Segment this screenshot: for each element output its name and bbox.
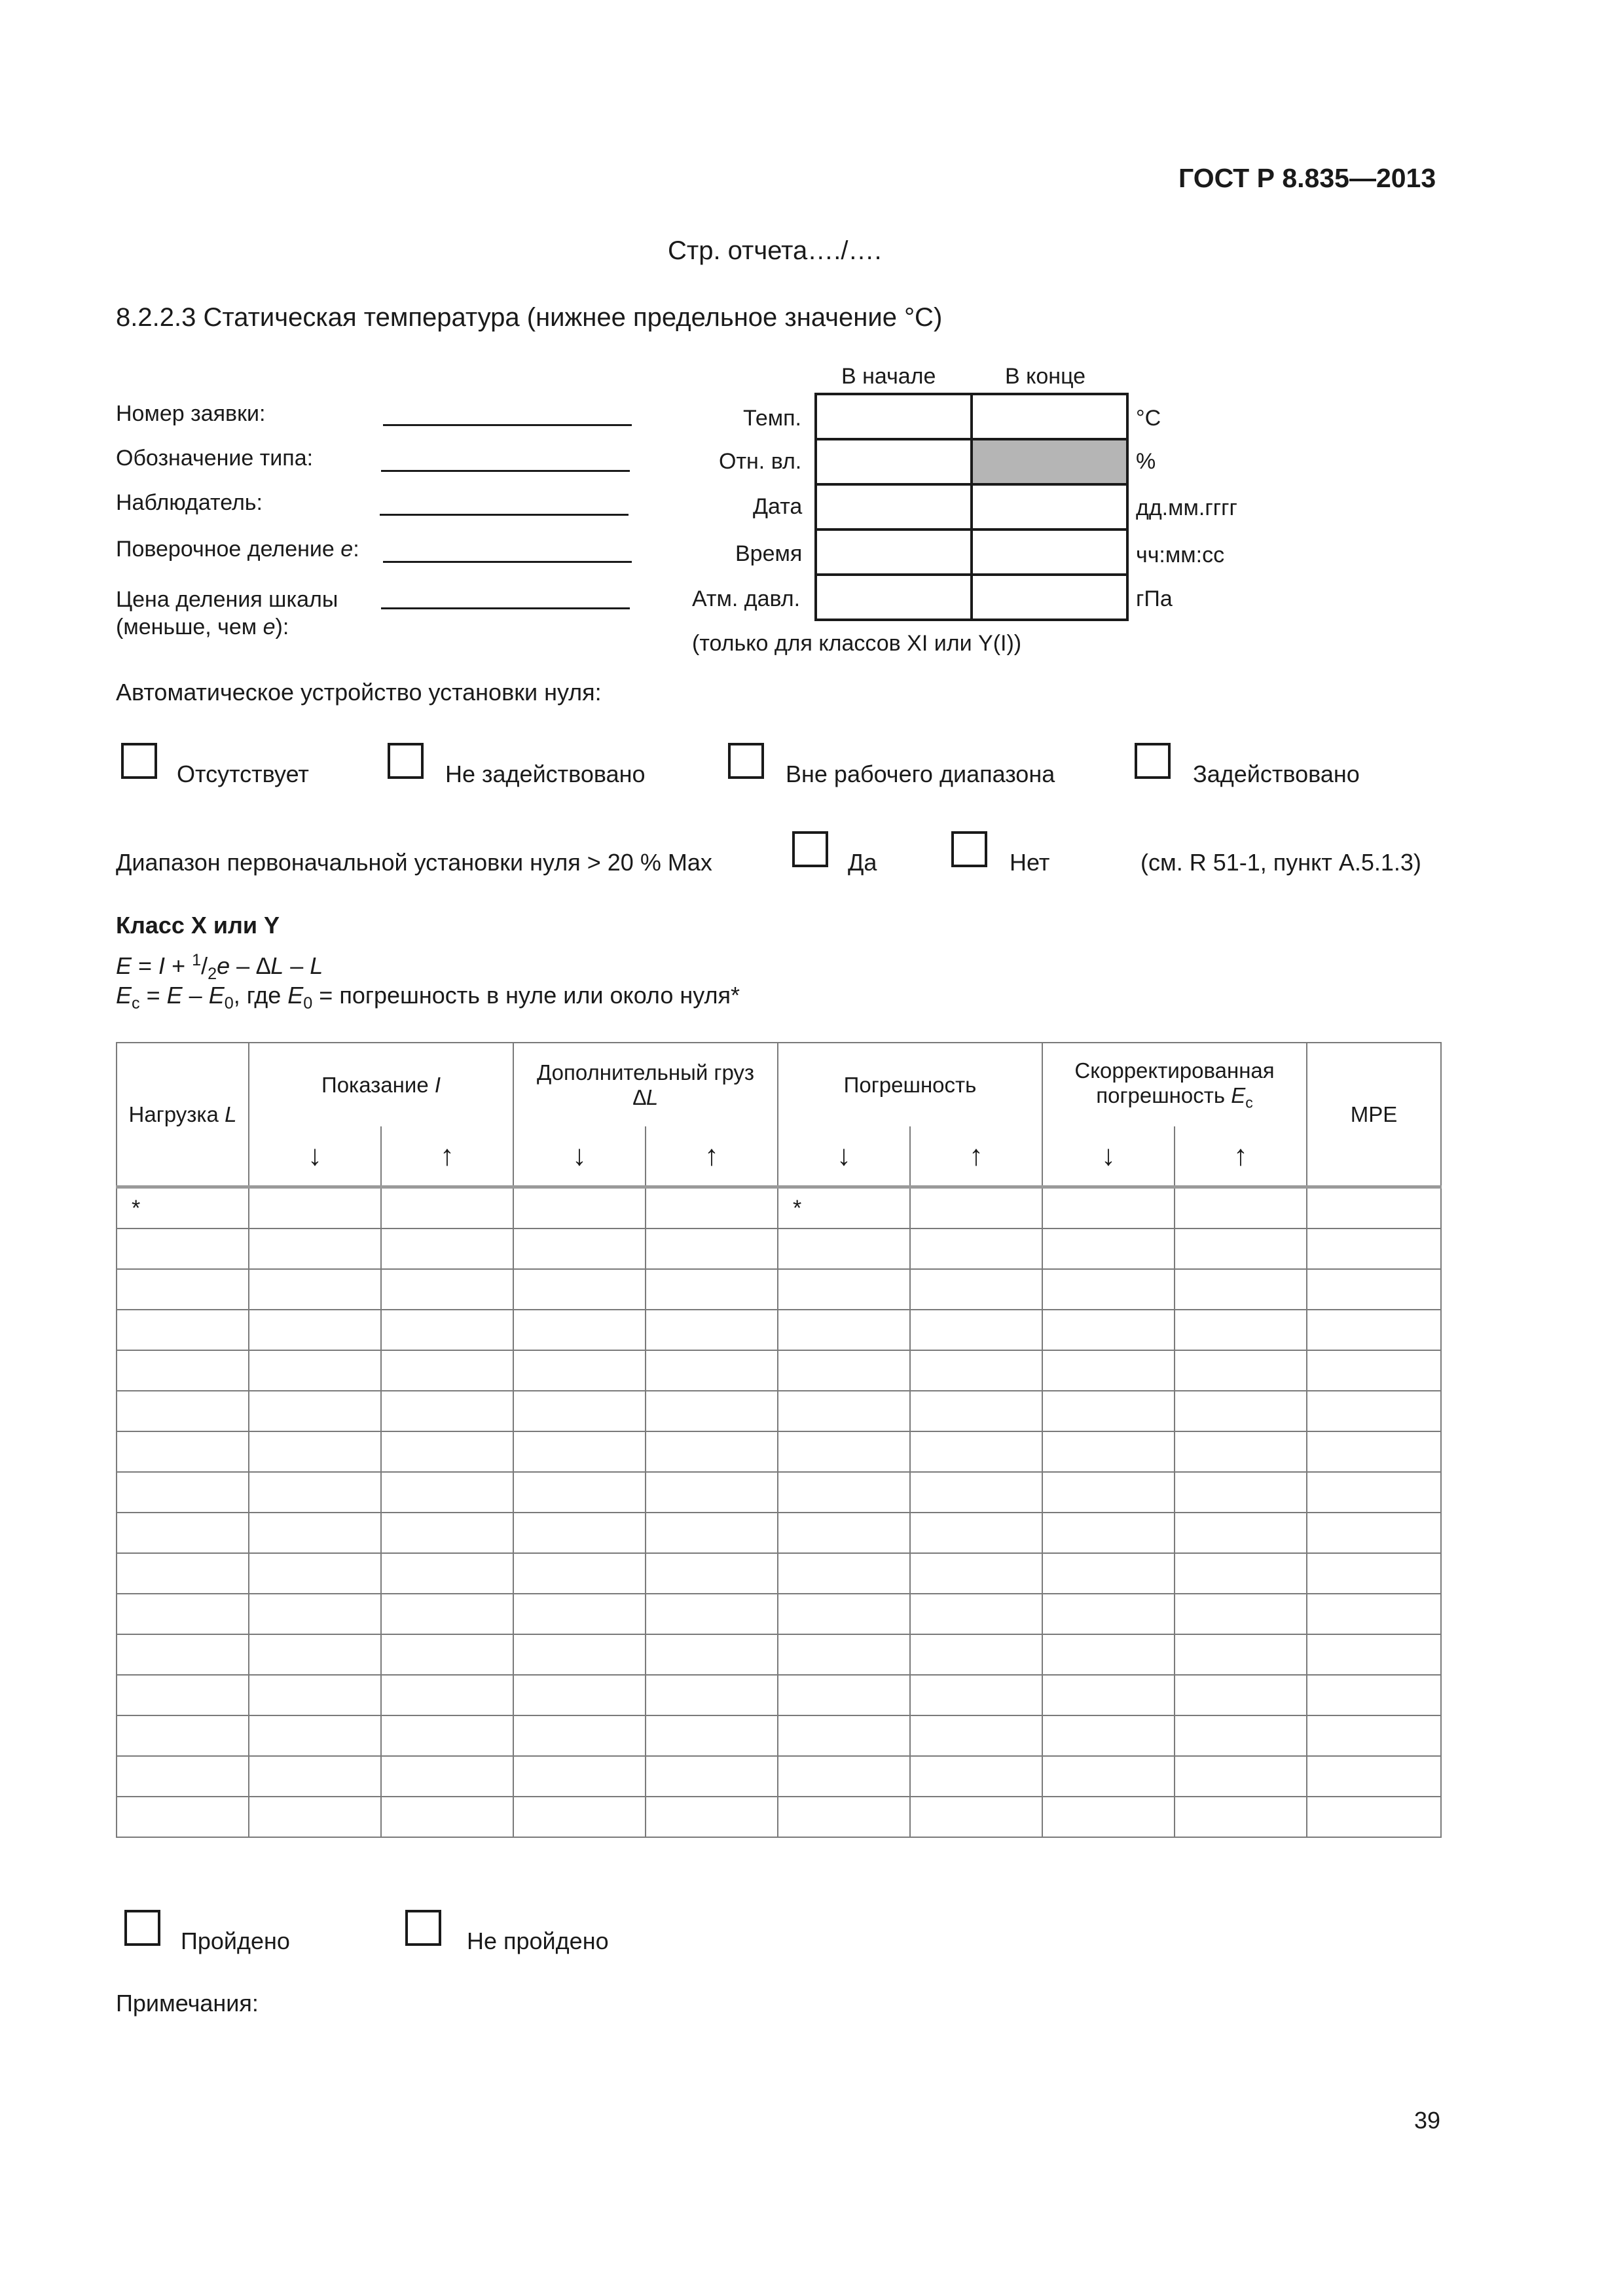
table-cell[interactable] — [1307, 1513, 1441, 1553]
arrow-up-icon: ↑ — [910, 1126, 1042, 1187]
table-cell[interactable] — [910, 1594, 1042, 1634]
table-cell[interactable] — [1175, 1553, 1307, 1594]
table-cell[interactable] — [910, 1513, 1042, 1553]
table-cell[interactable] — [778, 1513, 910, 1553]
conditions-grid — [814, 393, 1129, 621]
formula-error: $E = I + ^1/_2e - \Delta L - L$ — [116, 951, 323, 984]
field-type-input[interactable] — [381, 470, 630, 472]
table-cell[interactable] — [1042, 1675, 1175, 1715]
result-failed: Не пройдено — [467, 1928, 609, 1954]
table-cell[interactable] — [117, 1715, 249, 1756]
table-cell[interactable] — [910, 1715, 1042, 1756]
table-cell[interactable] — [910, 1431, 1042, 1472]
table-cell[interactable] — [1042, 1472, 1175, 1513]
table-cell[interactable] — [910, 1229, 1042, 1269]
table-cell[interactable] — [117, 1350, 249, 1391]
table-cell[interactable] — [778, 1391, 910, 1431]
table-cell[interactable] — [646, 1229, 778, 1269]
table-cell[interactable] — [778, 1594, 910, 1634]
table-cell[interactable] — [117, 1513, 249, 1553]
table-cell[interactable] — [513, 1594, 646, 1634]
formula-corrected-error: $E_c = E - E_0$, где $E_0$ = погрешность в нуле или около нуля* — [116, 982, 740, 1013]
table-cell[interactable] — [249, 1594, 381, 1634]
cond-date-start[interactable] — [816, 484, 972, 529]
table-cell[interactable] — [381, 1553, 513, 1594]
table-cell[interactable] — [1175, 1350, 1307, 1391]
col-header-mpe: MPE — [1307, 1043, 1441, 1187]
table-cell[interactable] — [1175, 1269, 1307, 1310]
table-cell[interactable] — [1042, 1594, 1175, 1634]
table-cell[interactable] — [1175, 1472, 1307, 1513]
table-cell[interactable]: * — [117, 1187, 249, 1229]
table-row — [117, 1634, 1441, 1675]
table-cell[interactable] — [646, 1187, 778, 1229]
conditions-unit-pressure: гПа — [1136, 586, 1173, 611]
option-out-of-range: Вне рабочего диапазона — [786, 761, 1055, 787]
table-cell[interactable] — [249, 1229, 381, 1269]
table-cell[interactable] — [910, 1187, 1042, 1229]
table-row — [117, 1269, 1441, 1310]
table-cell[interactable] — [1175, 1187, 1307, 1229]
table-cell[interactable] — [117, 1634, 249, 1675]
option-not-used: Не задействовано — [445, 761, 646, 787]
table-cell[interactable] — [381, 1350, 513, 1391]
table-cell[interactable] — [778, 1797, 910, 1837]
table-cell[interactable] — [1042, 1553, 1175, 1594]
col-header-load: Нагрузка L — [117, 1043, 249, 1187]
class-heading: Класс X или Y — [116, 912, 280, 939]
field-label-request: Номер заявки: — [116, 401, 266, 426]
field-label-verification-division: Поверочное деление e: — [116, 537, 359, 562]
arrow-down-icon: ↓ — [778, 1126, 910, 1187]
col-header-error: Погрешность — [778, 1043, 1042, 1126]
table-cell[interactable] — [513, 1634, 646, 1675]
table-cell[interactable] — [381, 1513, 513, 1553]
table-row — [117, 1797, 1441, 1837]
conditions-col-start: В начале — [841, 364, 936, 389]
table-row — [117, 1472, 1441, 1513]
field-scale-interval-input[interactable] — [381, 607, 630, 609]
table-cell[interactable] — [249, 1391, 381, 1431]
conditions-row-label-date: Дата — [753, 494, 803, 519]
table-row — [117, 1431, 1441, 1472]
conditions-unit-temp: °С — [1136, 406, 1161, 431]
table-cell[interactable] — [381, 1594, 513, 1634]
table-row — [117, 1350, 1441, 1391]
col-header-indication: Показание I — [249, 1043, 513, 1126]
table-cell[interactable] — [249, 1310, 381, 1350]
option-absent: Отсутствует — [177, 761, 309, 787]
table-cell[interactable] — [778, 1350, 910, 1391]
arrow-up-icon: ↑ — [381, 1126, 513, 1187]
arrow-up-icon: ↑ — [1175, 1126, 1307, 1187]
option-no: Нет — [1010, 849, 1050, 876]
table-cell[interactable] — [249, 1797, 381, 1837]
table-cell[interactable] — [1307, 1391, 1441, 1431]
table-cell[interactable] — [381, 1634, 513, 1675]
table-cell[interactable] — [1307, 1229, 1441, 1269]
table-cell[interactable] — [117, 1472, 249, 1513]
table-cell[interactable] — [381, 1187, 513, 1229]
checkbox-used[interactable] — [1135, 743, 1171, 779]
conditions-row-label-humidity: Отн. вл. — [719, 449, 802, 474]
table-row — [117, 1756, 1441, 1797]
table-cell[interactable] — [646, 1553, 778, 1594]
table-cell[interactable] — [513, 1756, 646, 1797]
table-cell[interactable]: * — [778, 1187, 910, 1229]
table-cell[interactable] — [910, 1472, 1042, 1513]
arrow-down-icon: ↓ — [513, 1126, 646, 1187]
table-cell[interactable] — [910, 1797, 1042, 1837]
table-cell[interactable] — [513, 1431, 646, 1472]
table-row — [117, 1594, 1441, 1634]
table-cell[interactable] — [117, 1431, 249, 1472]
table-cell[interactable] — [249, 1756, 381, 1797]
table-cell[interactable] — [249, 1431, 381, 1472]
table-cell[interactable] — [249, 1634, 381, 1675]
table-cell[interactable] — [381, 1797, 513, 1837]
table-cell[interactable] — [249, 1350, 381, 1391]
table-cell[interactable] — [910, 1350, 1042, 1391]
table-cell[interactable] — [1307, 1310, 1441, 1350]
table-cell[interactable] — [910, 1634, 1042, 1675]
table-cell[interactable] — [513, 1513, 646, 1553]
conditions-unit-time: чч:мм:сс — [1136, 543, 1225, 567]
cond-temp-start[interactable] — [816, 394, 972, 439]
checkbox-yes[interactable] — [792, 831, 828, 867]
table-cell[interactable] — [1175, 1513, 1307, 1553]
table-cell[interactable] — [1175, 1797, 1307, 1837]
arrow-down-icon: ↓ — [1042, 1126, 1175, 1187]
table-cell[interactable] — [381, 1431, 513, 1472]
table-cell[interactable] — [778, 1229, 910, 1269]
table-cell[interactable] — [1042, 1431, 1175, 1472]
table-cell[interactable] — [1042, 1756, 1175, 1797]
option-yes: Да — [848, 849, 877, 876]
checkbox-absent[interactable] — [121, 743, 157, 779]
table-cell[interactable] — [778, 1634, 910, 1675]
table-cell[interactable] — [646, 1350, 778, 1391]
table-cell[interactable] — [1042, 1634, 1175, 1675]
table-cell[interactable] — [117, 1391, 249, 1431]
table-cell[interactable] — [646, 1675, 778, 1715]
table-cell[interactable] — [513, 1310, 646, 1350]
table-cell[interactable] — [1042, 1310, 1175, 1350]
table-cell[interactable] — [910, 1391, 1042, 1431]
field-verification-division-input[interactable] — [383, 561, 632, 563]
auto-zero-title: Автоматическое устройство установки нуля: — [116, 679, 602, 706]
table-cell[interactable] — [1042, 1391, 1175, 1431]
table-cell[interactable] — [513, 1797, 646, 1837]
table-cell[interactable] — [1175, 1229, 1307, 1269]
table-cell[interactable] — [513, 1715, 646, 1756]
table-cell[interactable] — [1042, 1229, 1175, 1269]
table-cell[interactable] — [117, 1675, 249, 1715]
table-cell[interactable] — [1175, 1391, 1307, 1431]
table-cell[interactable] — [1175, 1634, 1307, 1675]
result-passed: Пройдено — [181, 1928, 290, 1954]
table-cell[interactable] — [1175, 1756, 1307, 1797]
table-cell[interactable] — [249, 1553, 381, 1594]
arrow-down-icon: ↓ — [249, 1126, 381, 1187]
table-cell[interactable] — [1175, 1431, 1307, 1472]
checkbox-passed[interactable] — [124, 1910, 160, 1946]
field-label-type: Обозначение типа: — [116, 446, 314, 471]
checkbox-failed[interactable] — [405, 1910, 441, 1946]
field-request-input[interactable] — [383, 424, 632, 426]
table-row — [117, 1310, 1441, 1350]
table-cell[interactable] — [1042, 1513, 1175, 1553]
table-cell[interactable] — [1175, 1675, 1307, 1715]
table-cell[interactable] — [117, 1269, 249, 1310]
arrow-up-icon: ↑ — [646, 1126, 778, 1187]
table-cell[interactable] — [910, 1675, 1042, 1715]
field-label-scale-interval: Цена деления шкалы (меньше, чем e): — [116, 587, 338, 639]
table-cell[interactable] — [513, 1675, 646, 1715]
table-cell[interactable] — [381, 1756, 513, 1797]
initial-zero-label: Диапазон первоначальной установки нуля > 20 % Max — [116, 849, 712, 876]
table-cell[interactable] — [1307, 1797, 1441, 1837]
conditions-unit-humidity: % — [1136, 449, 1156, 474]
checkbox-no[interactable] — [951, 831, 987, 867]
table-cell[interactable] — [513, 1472, 646, 1513]
table-cell[interactable] — [646, 1594, 778, 1634]
table-cell[interactable] — [513, 1350, 646, 1391]
table-cell[interactable] — [1307, 1187, 1441, 1229]
table-row — [117, 1187, 1441, 1229]
table-row — [117, 1675, 1441, 1715]
table-cell[interactable] — [1307, 1715, 1441, 1756]
table-cell[interactable] — [1307, 1553, 1441, 1594]
table-cell[interactable] — [381, 1675, 513, 1715]
option-used: Задействовано — [1193, 761, 1360, 787]
table-cell[interactable] — [1307, 1756, 1441, 1797]
table-cell[interactable] — [1175, 1594, 1307, 1634]
table-cell[interactable] — [646, 1269, 778, 1310]
table-cell[interactable] — [381, 1472, 513, 1513]
table-cell[interactable] — [646, 1472, 778, 1513]
table-cell[interactable] — [117, 1594, 249, 1634]
table-cell[interactable] — [249, 1187, 381, 1229]
table-cell[interactable] — [117, 1797, 249, 1837]
table-row — [117, 1229, 1441, 1269]
table-cell[interactable] — [1175, 1715, 1307, 1756]
table-cell[interactable] — [1042, 1187, 1175, 1229]
table-cell[interactable] — [778, 1269, 910, 1310]
table-cell[interactable] — [778, 1310, 910, 1350]
table-cell[interactable] — [646, 1756, 778, 1797]
table-cell[interactable] — [646, 1310, 778, 1350]
field-observer-input[interactable] — [380, 514, 629, 516]
table-cell[interactable] — [513, 1553, 646, 1594]
conditions-note: (только для классов XI или Y(I)) — [692, 631, 1022, 656]
table-cell[interactable] — [513, 1391, 646, 1431]
table-cell[interactable] — [1042, 1269, 1175, 1310]
report-page-counter: Стр. отчета…./…. — [668, 236, 882, 265]
table-cell[interactable] — [117, 1756, 249, 1797]
table-cell[interactable] — [381, 1269, 513, 1310]
checkbox-not-used[interactable] — [388, 743, 424, 779]
table-cell[interactable] — [381, 1715, 513, 1756]
table-cell[interactable] — [910, 1756, 1042, 1797]
table-cell[interactable] — [646, 1431, 778, 1472]
table-cell[interactable] — [249, 1715, 381, 1756]
table-cell[interactable] — [1307, 1431, 1441, 1472]
table-cell[interactable] — [646, 1391, 778, 1431]
table-cell[interactable] — [1307, 1675, 1441, 1715]
table-cell[interactable] — [778, 1431, 910, 1472]
table-cell[interactable] — [381, 1391, 513, 1431]
table-cell[interactable] — [1307, 1350, 1441, 1391]
conditions-unit-date: дд.мм.гггг — [1136, 495, 1237, 520]
table-cell[interactable] — [1307, 1634, 1441, 1675]
notes-label: Примечания: — [116, 1990, 259, 2017]
table-row — [117, 1391, 1441, 1431]
measurement-table — [116, 1042, 1442, 1838]
conditions-row-label-temp: Темп. — [743, 406, 802, 431]
table-cell[interactable] — [646, 1634, 778, 1675]
cond-humidity-start[interactable] — [816, 439, 972, 484]
table-cell[interactable] — [1042, 1797, 1175, 1837]
initial-zero-reference: (см. R 51-1, пункт А.5.1.3) — [1140, 849, 1421, 876]
cond-temp-end[interactable] — [972, 394, 1127, 439]
table-cell[interactable] — [1307, 1594, 1441, 1634]
conditions-col-end: В конце — [1005, 364, 1086, 389]
section-title: 8.2.2.3 Статическая температура (нижнее предельное значение °С) — [116, 303, 943, 332]
standard-code: ГОСТ Р 8.835—2013 — [1178, 163, 1436, 193]
table-cell[interactable] — [513, 1187, 646, 1229]
cond-pressure-start[interactable] — [816, 575, 972, 620]
cond-pressure-end[interactable] — [972, 575, 1127, 620]
table-cell[interactable] — [1175, 1310, 1307, 1350]
cond-time-end[interactable] — [972, 529, 1127, 575]
table-cell[interactable] — [778, 1756, 910, 1797]
table-cell[interactable] — [381, 1310, 513, 1350]
table-cell[interactable] — [249, 1269, 381, 1310]
table-cell[interactable] — [778, 1675, 910, 1715]
table-cell[interactable] — [1042, 1715, 1175, 1756]
conditions-row-label-pressure: Атм. давл. — [692, 586, 801, 611]
table-cell[interactable] — [1307, 1269, 1441, 1310]
table-cell[interactable] — [778, 1472, 910, 1513]
table-cell[interactable] — [117, 1553, 249, 1594]
table-cell[interactable] — [381, 1229, 513, 1269]
table-cell[interactable] — [646, 1513, 778, 1553]
table-cell[interactable] — [249, 1513, 381, 1553]
table-cell[interactable] — [1307, 1472, 1441, 1513]
table-cell[interactable] — [910, 1553, 1042, 1594]
conditions-row-label-time: Время — [735, 541, 803, 566]
table-cell[interactable] — [117, 1229, 249, 1269]
table-row — [117, 1513, 1441, 1553]
table-cell[interactable] — [1042, 1350, 1175, 1391]
col-header-additional-load: Дополнительный груз ∆L — [513, 1043, 778, 1126]
table-cell[interactable] — [646, 1715, 778, 1756]
table-row — [117, 1715, 1441, 1756]
table-cell[interactable] — [513, 1269, 646, 1310]
table-cell[interactable] — [910, 1269, 1042, 1310]
table-cell[interactable] — [249, 1472, 381, 1513]
table-cell[interactable] — [117, 1310, 249, 1350]
cond-date-end[interactable] — [972, 484, 1127, 529]
table-cell[interactable] — [249, 1675, 381, 1715]
field-label-observer: Наблюдатель: — [116, 490, 263, 515]
table-cell[interactable] — [513, 1229, 646, 1269]
table-cell[interactable] — [778, 1715, 910, 1756]
table-cell[interactable] — [646, 1797, 778, 1837]
cond-time-start[interactable] — [816, 529, 972, 575]
table-cell[interactable] — [910, 1310, 1042, 1350]
checkbox-out-of-range[interactable] — [728, 743, 764, 779]
table-cell[interactable] — [778, 1553, 910, 1594]
cond-humidity-end-shaded — [972, 439, 1127, 484]
table-row — [117, 1553, 1441, 1594]
col-header-corrected-error: Скорректированная погрешность $E_c$ — [1042, 1043, 1307, 1126]
page-number: 39 — [1414, 2107, 1441, 2134]
